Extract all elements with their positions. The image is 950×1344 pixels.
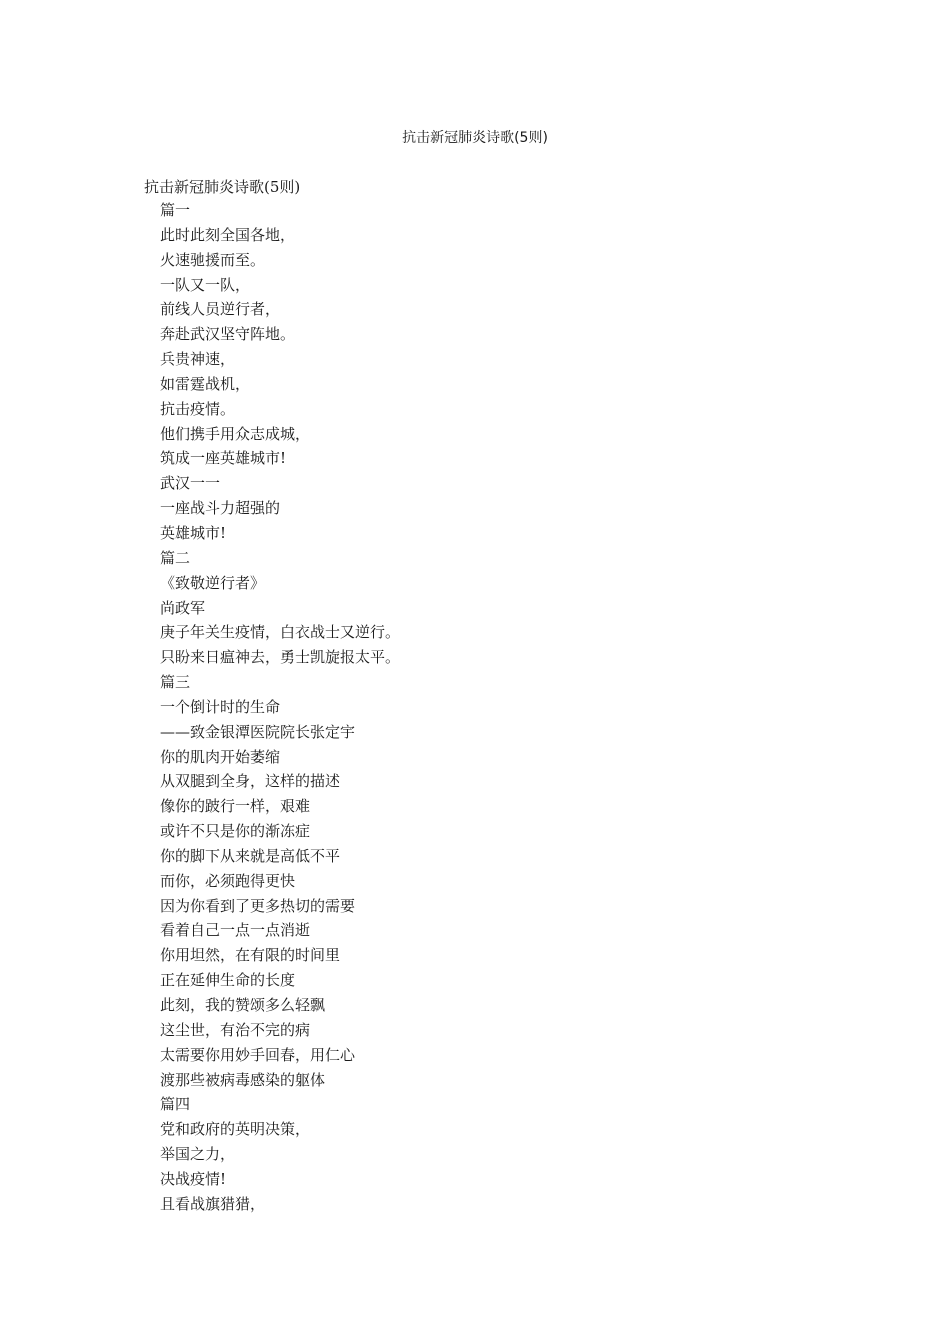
- poem-line: 渡那些被病毒感染的躯体: [160, 1070, 326, 1089]
- poem-line: 英雄城市!: [160, 523, 227, 542]
- poem-line: 抗击疫情。: [160, 399, 236, 418]
- poem-line: 一队又一队，: [160, 275, 251, 294]
- poem-line: 因为你看到了更多热切的需要: [160, 896, 356, 915]
- poem-line: 篇四: [160, 1095, 191, 1114]
- poem-line: 正在延伸生命的长度: [160, 971, 296, 990]
- poem-line: ——致金银潭医院院长张定宇: [160, 722, 356, 741]
- poem-line: 筑成一座英雄城市!: [160, 449, 287, 468]
- poem-line: 篇三: [160, 673, 191, 692]
- poem-line: 兵贵神速，: [160, 350, 236, 369]
- poem-line: 《致敬逆行者》: [160, 573, 266, 592]
- poem-line: 只盼来日瘟神去，勇士凯旋报太平。: [160, 648, 401, 667]
- poem-line: 庚子年关生疫情，白衣战士又逆行。: [160, 623, 401, 642]
- poem-line: 一个倒计时的生命: [160, 697, 281, 716]
- poem-line: 一座战斗力超强的: [160, 499, 281, 518]
- poem-line: 或许不只是你的渐冻症: [160, 822, 311, 841]
- poem-line: 你的脚下从来就是高低不平: [160, 846, 341, 865]
- poem-line: 武汉一一: [160, 474, 221, 493]
- document-body: [144, 176, 844, 1217]
- poem-line: 尚政军: [160, 598, 206, 617]
- article-heading: 抗击新冠肺炎诗歌(5则): [144, 178, 301, 196]
- poem-line: 像你的跛行一样，艰难: [160, 797, 311, 816]
- poem-line: 你的肌肉开始萎缩: [160, 747, 281, 766]
- poem-line: 党和政府的英明决策，: [160, 1120, 311, 1139]
- poem-line: 奔赴武汉坚守阵地。: [160, 325, 296, 344]
- poem-line: 决战疫情!: [160, 1169, 227, 1188]
- poem-line: 此刻，我的赞颂多么轻飘: [160, 996, 326, 1014]
- poem-line: 如雷霆战机，: [160, 374, 251, 393]
- poem-line: 且看战旗猎猎，: [160, 1194, 266, 1213]
- poem-line: 篇一: [160, 201, 191, 219]
- poem-line: 看着自己一点一点消逝: [160, 921, 311, 940]
- poem-line: 而你，必须跑得更快: [160, 871, 296, 890]
- poem-line: 前线人员逆行者，: [160, 300, 281, 319]
- poem-line: 太需要你用妙手回春，用仁心: [160, 1045, 356, 1064]
- poem-line: 他们携手用众志成城，: [160, 424, 311, 443]
- poem-line: 这尘世，有治不完的病: [160, 1020, 311, 1039]
- poem-line: 从双腿到全身，这样的描述: [160, 772, 341, 791]
- poem-line: 篇二: [160, 548, 191, 567]
- poem-line: 此时此刻全国各地，: [160, 225, 296, 244]
- poem-line: 火速驰援而至。: [160, 250, 266, 269]
- poem-lines: [144, 198, 844, 1217]
- poem-line: 举国之力，: [160, 1145, 236, 1164]
- poem-line: 你用坦然，在有限的时间里: [160, 946, 341, 965]
- page-title: 抗击新冠肺炎诗歌(5则): [402, 130, 548, 146]
